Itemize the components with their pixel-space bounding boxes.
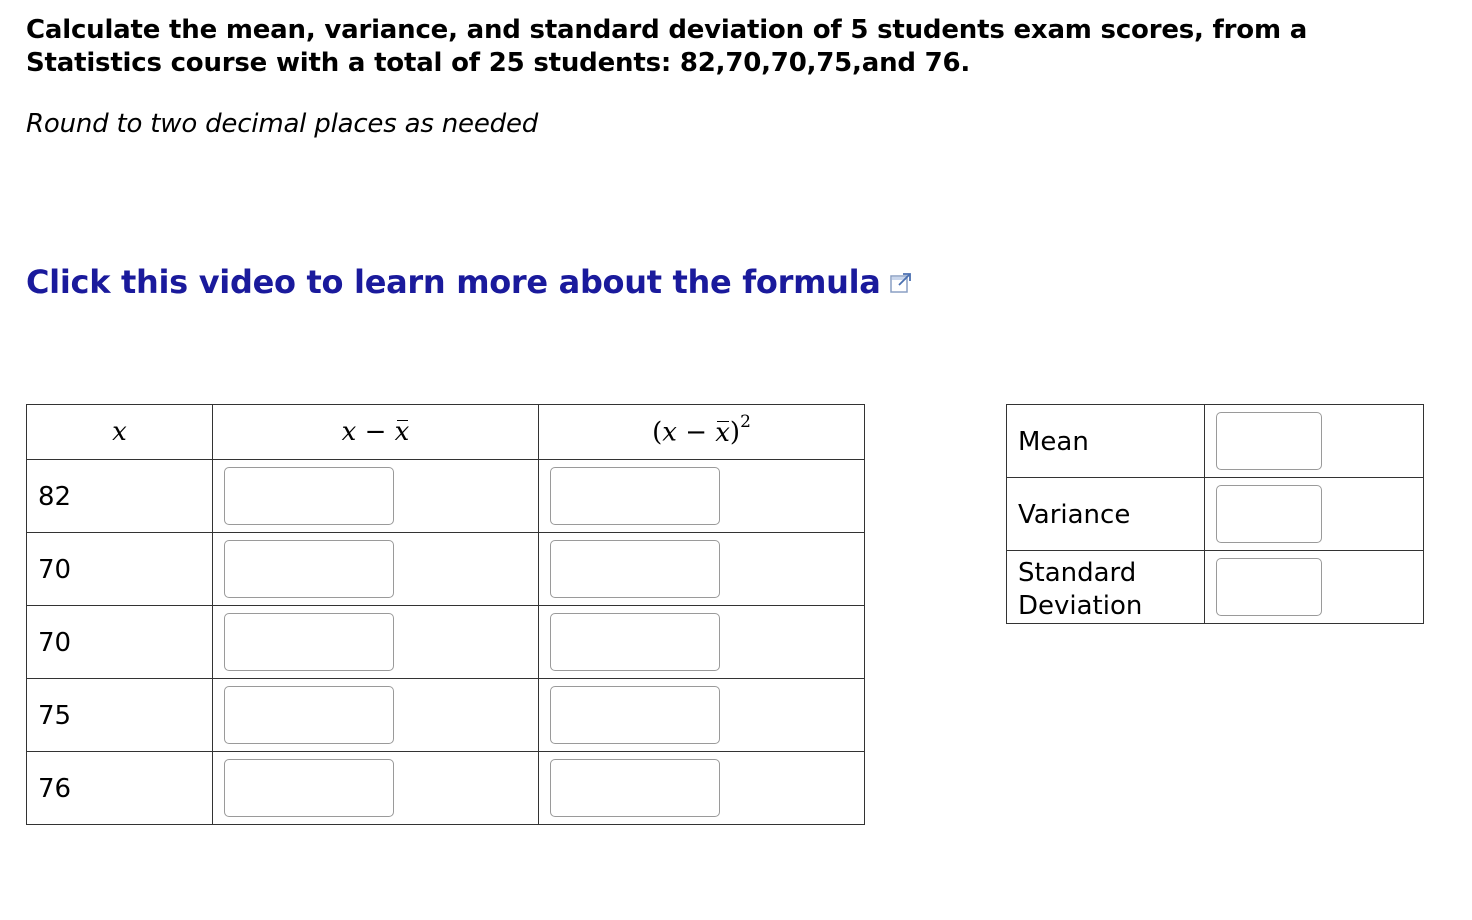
squared-deviation-input-4[interactable] — [550, 686, 720, 744]
table-row — [27, 533, 865, 606]
deviation-input-3[interactable] — [224, 613, 394, 671]
score-value: 75 — [38, 701, 72, 731]
summary-table — [1006, 404, 1424, 624]
external-link-icon — [889, 264, 913, 288]
deviation-input-4[interactable] — [224, 686, 394, 744]
table-row — [27, 606, 865, 679]
deviation-input-1[interactable] — [224, 467, 394, 525]
score-value: 82 — [38, 482, 72, 512]
squared-deviation-input-5[interactable] — [550, 759, 720, 817]
calculation-table — [26, 404, 865, 825]
variance-input[interactable] — [1216, 485, 1322, 543]
header-squared-deviation: $(x - x)^2$ — [539, 405, 865, 460]
mean-input[interactable] — [1216, 412, 1322, 470]
table-row — [27, 679, 865, 752]
table-row — [27, 752, 865, 825]
header-deviation: x − x — [213, 405, 539, 460]
x-bar-symbol: x — [394, 417, 410, 447]
header-x: x — [27, 405, 213, 460]
summary-row-std — [1007, 551, 1424, 624]
deviation-input-5[interactable] — [224, 759, 394, 817]
std-label-line1: Standard — [1018, 558, 1137, 588]
squared-deviation-input-1[interactable] — [550, 467, 720, 525]
std-label-line2: Deviation — [1018, 591, 1143, 621]
video-formula-link[interactable] — [26, 262, 913, 302]
mean-label: Mean — [1007, 405, 1205, 478]
variance-label: Variance — [1007, 478, 1205, 551]
deviation-input-2[interactable] — [224, 540, 394, 598]
squared-deviation-input-2[interactable] — [550, 540, 720, 598]
score-value: 76 — [38, 774, 72, 804]
video-link-label: Click this video to learn more about the formula — [26, 263, 881, 301]
summary-row-mean — [1007, 405, 1424, 478]
summary-row-variance — [1007, 478, 1424, 551]
question-text: Calculate the mean, variance, and standard deviation of 5 students exam scores, from a Statistics course with a total of 25 students: 82,70,70,75,and 76. — [26, 15, 1308, 78]
score-value: 70 — [38, 628, 72, 658]
table-row — [27, 460, 865, 533]
score-value: 70 — [38, 555, 72, 585]
std-deviation-input[interactable] — [1216, 558, 1322, 616]
rounding-hint: Round to two decimal places as needed — [26, 109, 539, 139]
squared-deviation-input-3[interactable] — [550, 613, 720, 671]
calc-header-row — [27, 405, 865, 460]
std-deviation-label — [1007, 551, 1205, 624]
